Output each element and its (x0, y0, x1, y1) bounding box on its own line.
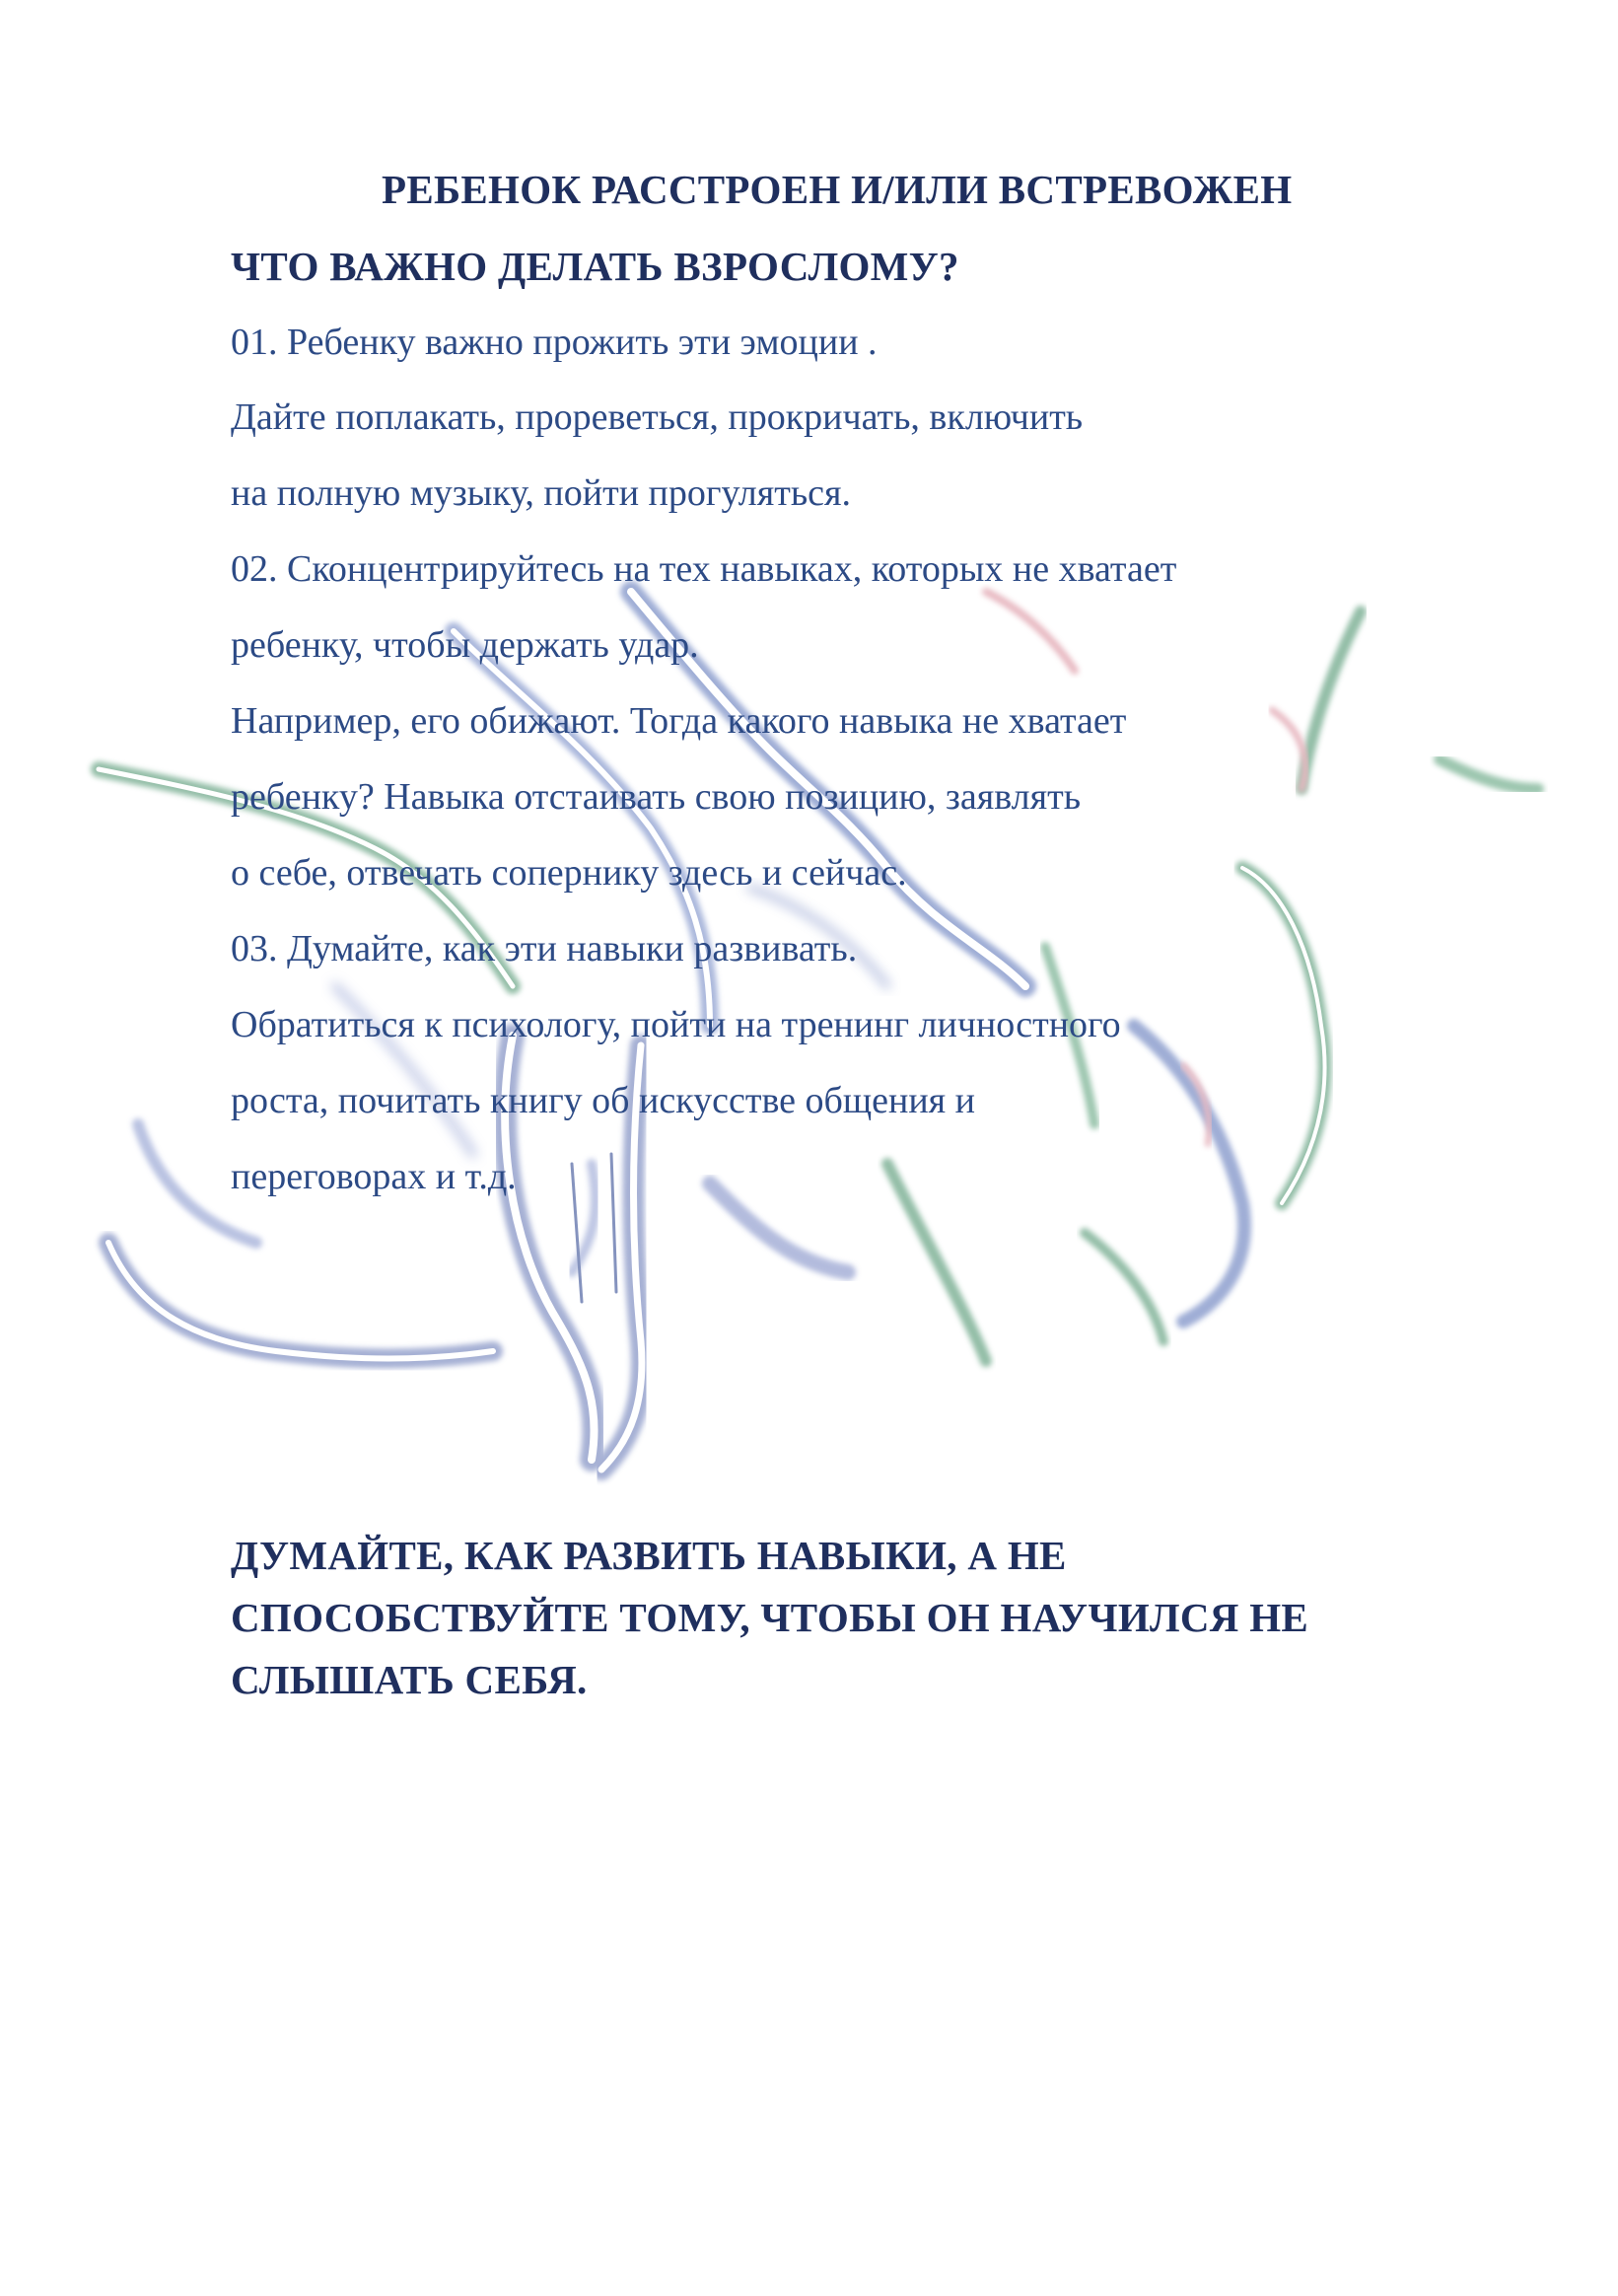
document-subtitle: ЧТО ВАЖНО ДЕЛАТЬ ВЗРОСЛОМУ? (231, 244, 959, 289)
body-line: 03. Думайте, как эти навыки развивать. (231, 928, 858, 969)
conclusion-line: ДУМАЙТЕ, КАК РАЗВИТЬ НАВЫКИ, А НЕ (231, 1533, 1067, 1578)
body-line: роста, почитать книгу об искусстве общения и (231, 1080, 975, 1121)
body-line: Например, его обижают. Тогда какого навыка не хватает (231, 700, 1127, 742)
body-line: 01. Ребенку важно прожить эти эмоции . (231, 322, 878, 363)
document-title: РЕБЕНОК РАССТРОЕН И/ИЛИ ВСТРЕВОЖЕН (382, 167, 1293, 212)
conclusion-line: СПОСОБСТВУЙТЕ ТОМУ, ЧТОБЫ ОН НАУЧИЛСЯ НЕ (231, 1595, 1309, 1640)
body-line: Обратиться к психологу, пойти на тренинг личностного (231, 1004, 1121, 1045)
body-line: ребенку? Навыка отстаивать свою позицию, заявлять (231, 776, 1082, 818)
body-line: 02. Сконцентрируйтесь на тех навыках, которых не хватает (231, 548, 1177, 590)
body-line: переговорах и т.д. (231, 1156, 517, 1197)
body-line: ребенку, чтобы держать удар. (231, 624, 699, 666)
body-line: о себе, отвечать сопернику здесь и сейчас. (231, 852, 907, 894)
body-line: на полную музыку, пойти прогуляться. (231, 472, 852, 514)
body-line: Дайте поплакать, прореветься, прокричать, включить (231, 396, 1084, 438)
conclusion-line: СЛЫШАТЬ СЕБЯ. (231, 1657, 588, 1702)
